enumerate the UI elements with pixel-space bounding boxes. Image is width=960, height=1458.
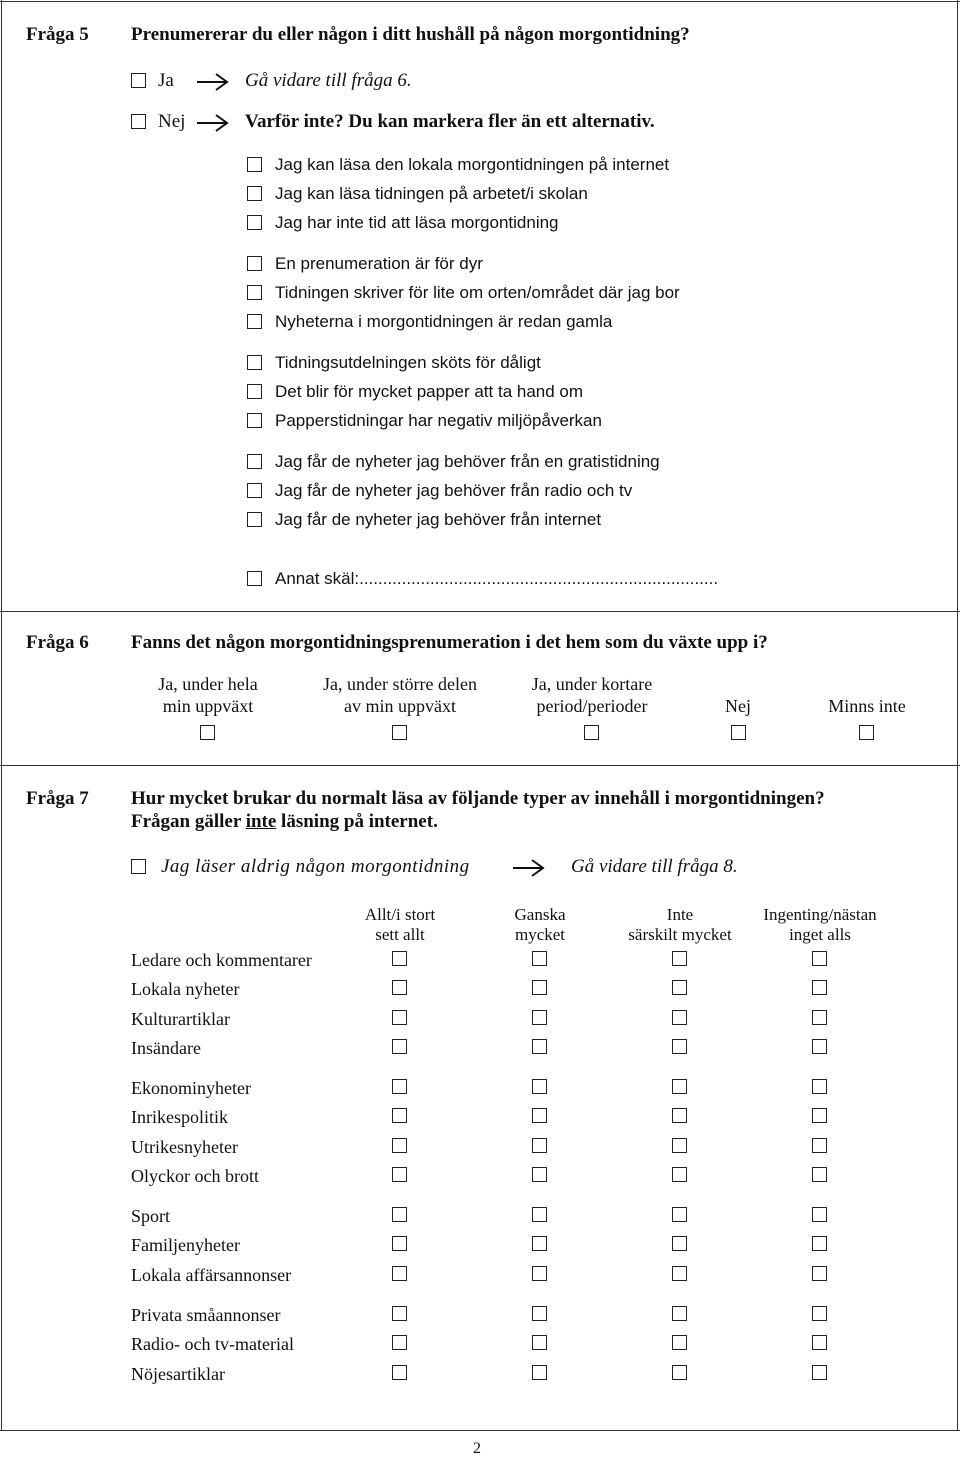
reason-checkbox[interactable] (247, 285, 262, 300)
q7-column-header (470, 905, 610, 945)
reason-label: Jag får de nyheter jag behöver från en gratistidning (275, 452, 660, 471)
reason-label: Tidningen skriver för lite om orten/området där jag bor (275, 283, 680, 302)
q7-row-checkbox[interactable] (812, 1306, 827, 1321)
q6-option-label-line1: Ja, under hela (158, 674, 258, 694)
reason-checkbox[interactable] (247, 355, 262, 370)
q7-column-header-line2: särskilt mycket (628, 925, 732, 944)
q6-option-checkbox[interactable] (584, 725, 599, 740)
q7-row-checkbox[interactable] (532, 1167, 547, 1182)
q7-row-checkbox[interactable] (672, 1039, 687, 1054)
q7-row-checkbox[interactable] (532, 1306, 547, 1321)
reason-checkbox[interactable] (247, 215, 262, 230)
q6-option-checkbox[interactable] (859, 725, 874, 740)
arrow-right-icon (196, 72, 230, 92)
q7-row-checkbox[interactable] (812, 951, 827, 966)
q7-row-checkbox[interactable] (392, 1010, 407, 1025)
q5-no-followup: Varför inte? Du kan markera fler än ett alternativ. (245, 111, 655, 132)
reason-checkbox[interactable] (247, 512, 262, 527)
q7-row-checkbox[interactable] (532, 1079, 547, 1094)
q6-option-label-line2: av min uppväxt (344, 696, 456, 716)
q7-column-header-line1: Ganska (514, 905, 566, 924)
q7-row-checkbox[interactable] (532, 1236, 547, 1251)
q7-row-checkbox[interactable] (812, 1108, 827, 1123)
q6-option-label (128, 673, 288, 717)
q7-column-header-line1: Allt/i stort (364, 905, 436, 924)
q7-row-checkbox[interactable] (812, 1207, 827, 1222)
q7-row-checkbox[interactable] (672, 1335, 687, 1350)
q5-yes-checkbox[interactable] (131, 73, 146, 88)
q7-note-underlined: inte (245, 811, 277, 832)
q7-row-checkbox[interactable] (812, 1010, 827, 1025)
section-divider (0, 611, 960, 612)
reason-checkbox[interactable] (247, 483, 262, 498)
q5-question-text: Prenumererar du eller någon i ditt hushåll på någon morgontidning? (131, 24, 690, 45)
q7-row-checkbox[interactable] (532, 1138, 547, 1153)
q7-never-checkbox[interactable] (131, 859, 146, 874)
reason-label: En prenumeration är för dyr (275, 254, 483, 273)
q7-row-label: Radio- och tv-material (131, 1334, 294, 1354)
q5-number: Fråga 5 (26, 24, 89, 45)
reason-checkbox[interactable] (247, 157, 262, 172)
bottom-border (0, 1430, 960, 1431)
q7-row-checkbox[interactable] (392, 1207, 407, 1222)
q7-row-label: Lokala nyheter (131, 979, 240, 999)
q7-row-checkbox[interactable] (532, 1365, 547, 1380)
q7-row-checkbox[interactable] (532, 951, 547, 966)
q7-column-header-line2: inget alls (789, 925, 851, 944)
q7-row-checkbox[interactable] (532, 980, 547, 995)
q7-row-checkbox[interactable] (392, 1108, 407, 1123)
q6-option-label-line2: period/perioder (536, 696, 648, 716)
right-border (957, 0, 958, 1430)
reason-label: Tidningsutdelningen sköts för dåligt (275, 353, 541, 372)
top-border (0, 1, 960, 2)
q7-row-checkbox[interactable] (672, 1207, 687, 1222)
q7-row-checkbox[interactable] (672, 1167, 687, 1182)
reason-other-label[interactable]: Annat skäl:............................................................................ (275, 569, 719, 588)
reason-label: Jag får de nyheter jag behöver från internet (275, 510, 602, 529)
q7-row-checkbox[interactable] (532, 1266, 547, 1281)
reason-checkbox[interactable] (247, 413, 262, 428)
q7-row-checkbox[interactable] (672, 951, 687, 966)
q6-question-text: Fanns det någon morgontidningsprenumeration i det hem som du växte upp i? (131, 632, 768, 653)
reason-label: Jag kan läsa den lokala morgontidningen på internet (275, 155, 670, 174)
q7-row-checkbox[interactable] (532, 1207, 547, 1222)
q5-no-label: Nej (158, 111, 186, 132)
q5-yes-label: Ja (158, 70, 174, 91)
q7-row-label: Insändare (131, 1038, 201, 1058)
q6-number: Fråga 6 (26, 632, 89, 653)
q7-question-note (131, 811, 438, 833)
q7-row-label: Ekonominyheter (131, 1078, 251, 1098)
q6-option-checkbox[interactable] (731, 725, 746, 740)
q7-row-checkbox[interactable] (392, 980, 407, 995)
q7-row-checkbox[interactable] (672, 1365, 687, 1380)
q7-row-checkbox[interactable] (392, 1079, 407, 1094)
q7-note-post: läsning på internet. (276, 811, 438, 832)
q7-row-checkbox[interactable] (812, 1079, 827, 1094)
q7-row-checkbox[interactable] (672, 1266, 687, 1281)
q7-row-checkbox[interactable] (532, 1335, 547, 1350)
q7-row-checkbox[interactable] (392, 1365, 407, 1380)
q7-column-header-line1: Ingenting/nästan (763, 905, 877, 924)
q7-row-checkbox[interactable] (672, 980, 687, 995)
q7-row-checkbox[interactable] (672, 1108, 687, 1123)
section-divider (0, 765, 960, 766)
left-border (1, 0, 2, 1430)
reason-label: Nyheterna i morgontidningen är redan gamla (275, 312, 613, 331)
q7-row-label: Kulturartiklar (131, 1009, 230, 1029)
q7-row-checkbox[interactable] (392, 1335, 407, 1350)
reason-checkbox[interactable] (247, 314, 262, 329)
reason-label: Det blir för mycket papper att ta hand om (275, 382, 584, 401)
q7-note-pre: Frågan gäller (131, 811, 246, 832)
q7-row-checkbox[interactable] (392, 1167, 407, 1182)
q5-no-checkbox[interactable] (131, 114, 146, 129)
reason-checkbox[interactable] (247, 384, 262, 399)
q7-row-checkbox[interactable] (392, 1306, 407, 1321)
q5-yes-goto: Gå vidare till fråga 6. (245, 70, 412, 91)
reason-checkbox[interactable] (247, 454, 262, 469)
q7-never-label: Jag läser aldrig någon morgontidning (161, 856, 470, 877)
q7-row-checkbox[interactable] (392, 1236, 407, 1251)
q7-column-header (605, 905, 755, 945)
q7-row-checkbox[interactable] (812, 1236, 827, 1251)
q7-row-checkbox[interactable] (392, 951, 407, 966)
q7-column-header-line2: sett allt (375, 925, 425, 944)
q7-row-checkbox[interactable] (672, 1138, 687, 1153)
reason-checkbox[interactable] (247, 256, 262, 271)
page-number: 2 (473, 1440, 481, 1457)
q7-column-header (330, 905, 470, 945)
q7-column-header (745, 905, 895, 945)
q7-row-checkbox[interactable] (532, 1010, 547, 1025)
q6-option-label (512, 673, 672, 717)
q7-row-label: Privata småannonser (131, 1305, 281, 1325)
q7-row-label: Ledare och kommentarer (131, 950, 312, 970)
q7-never-goto: Gå vidare till fråga 8. (571, 856, 738, 877)
q7-row-label: Lokala affärsannonser (131, 1265, 292, 1285)
arrow-right-icon (196, 113, 230, 133)
q6-option-label (812, 673, 922, 717)
q7-row-checkbox[interactable] (672, 1306, 687, 1321)
q7-row-label: Olyckor och brott (131, 1166, 259, 1186)
q7-row-checkbox[interactable] (812, 1335, 827, 1350)
q7-row-checkbox[interactable] (812, 1039, 827, 1054)
q6-option-label-line1 (812, 673, 922, 695)
q7-question-text: Hur mycket brukar du normalt läsa av följande typer av innehåll i morgontidningen? (131, 788, 825, 809)
q7-row-label: Inrikespolitik (131, 1107, 228, 1127)
q6-option-label-line1: Ja, under större delen (323, 674, 477, 694)
q6-option-label (300, 673, 500, 717)
q6-option-label-line2: Nej (725, 696, 751, 716)
q7-row-label: Nöjesartiklar (131, 1364, 225, 1384)
q7-number: Fråga 7 (26, 788, 89, 809)
q7-row-label: Familjenyheter (131, 1235, 240, 1255)
q7-row-checkbox[interactable] (812, 1138, 827, 1153)
q7-row-checkbox[interactable] (812, 1167, 827, 1182)
q7-column-header-line2: mycket (514, 925, 566, 944)
arrow-right-icon (512, 858, 546, 878)
q6-option-label-line1 (698, 673, 778, 695)
q7-row-checkbox[interactable] (812, 980, 827, 995)
reason-checkbox[interactable] (247, 186, 262, 201)
q7-row-label: Sport (131, 1206, 171, 1226)
reason-other-checkbox[interactable] (247, 571, 262, 586)
q7-row-checkbox[interactable] (532, 1108, 547, 1123)
q6-option-label (698, 673, 778, 717)
q7-row-checkbox[interactable] (392, 1039, 407, 1054)
q7-row-checkbox[interactable] (392, 1138, 407, 1153)
reason-label: Jag kan läsa tidningen på arbetet/i skolan (275, 184, 588, 203)
q7-row-checkbox[interactable] (672, 1236, 687, 1251)
reason-label: Jag har inte tid att läsa morgontidning (275, 213, 559, 232)
q6-option-checkbox[interactable] (392, 725, 407, 740)
q7-column-header-line1: Inte (666, 905, 694, 924)
q6-option-label-line2: min uppväxt (162, 696, 254, 716)
q7-row-checkbox[interactable] (672, 1010, 687, 1025)
q6-option-checkbox[interactable] (200, 725, 215, 740)
q6-option-label-line2: Minns inte (828, 696, 906, 716)
q7-row-checkbox[interactable] (532, 1039, 547, 1054)
q7-row-checkbox[interactable] (392, 1266, 407, 1281)
reason-label: Papperstidningar har negativ miljöpåverkan (275, 411, 602, 430)
q7-row-label: Utrikesnyheter (131, 1137, 238, 1157)
q7-row-checkbox[interactable] (812, 1365, 827, 1380)
q7-row-checkbox[interactable] (672, 1079, 687, 1094)
reason-label: Jag får de nyheter jag behöver från radio och tv (275, 481, 633, 500)
q6-option-label-line1: Ja, under kortare (531, 674, 653, 694)
q7-row-checkbox[interactable] (812, 1266, 827, 1281)
